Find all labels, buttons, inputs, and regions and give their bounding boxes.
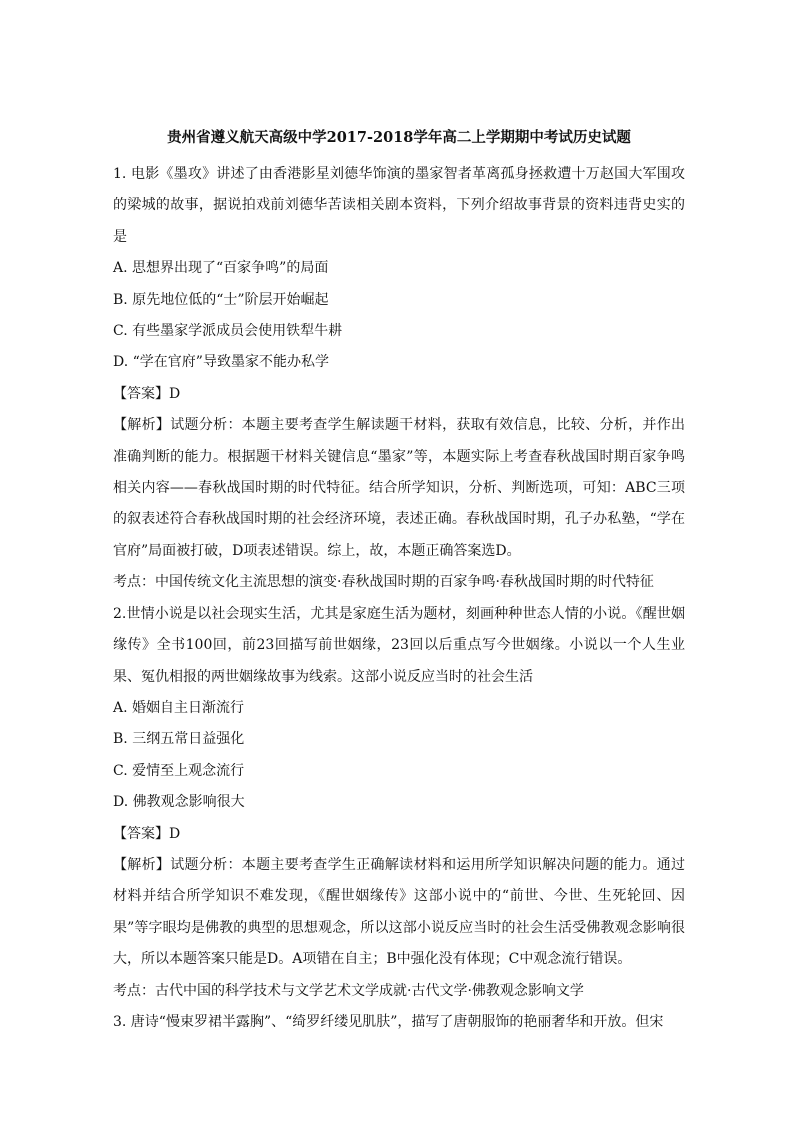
answer-line: 【答案】D bbox=[113, 825, 181, 842]
question-stem: 1. 电影《墨攻》讲述了由香港影星刘德华饰演的墨家智者革离孤身拯救遭十万赵国大军围攻的梁城的故事，据说拍戏前刘德华苦读相关剧本资料，下列介绍故事背景的资料违背史实的是 bbox=[113, 166, 685, 245]
page-title: 贵州省遵义航天高级中学2017-2018学年高二上学期期中考试历史试题 bbox=[167, 129, 631, 146]
option-c: C. 有些墨家学派成员会使用铁犁牛耕 bbox=[113, 323, 343, 340]
option-b: B. 原先地位低的“士”阶层开始崛起 bbox=[113, 291, 329, 308]
option-a: A. 思想界出现了“百家争鸣”的局面 bbox=[113, 260, 329, 277]
option-d: D. 佛教观念影响很大 bbox=[113, 794, 245, 811]
question-1 bbox=[113, 159, 685, 599]
question-stem: 3. 唐诗“慢束罗裙半露胸”、“绮罗纤缕见肌肤”，描写了唐朝服饰的艳丽奢华和开放。但宋 bbox=[113, 1013, 664, 1030]
question-stem: 2.世情小说是以社会现实生活，尤其是家庭生活为题材，刻画种种世态人情的小说。《醒世姻缘传》全书100回，前23回描写前世姻缘，23回以后重点写今世姻缘。小说以一个人生业果、冤仇相报的两世姻缘故事为线索。这部小说反应当时的社会生活 bbox=[113, 605, 685, 685]
question-2 bbox=[113, 599, 685, 1007]
knowledge-point: 考点：古代中国的科学技术与文学艺术文学成就·古代文学·佛教观念影响文学 bbox=[113, 982, 584, 999]
option-a: A. 婚姻自主日渐流行 bbox=[113, 699, 245, 716]
answer-line: 【答案】D bbox=[113, 385, 181, 402]
knowledge-point: 考点：中国传统文化主流思想的演变·春秋战国时期的百家争鸣·春秋战国时期的时代特征 bbox=[113, 574, 654, 591]
analysis-paragraph: 【解析】试题分析：本题主要考查学生正确解读材料和运用所学知识解决问题的能力。通过材料并结合所学知识不难发现，《醒世姻缘传》这部小说中的“前世、今世、生死轮回、因果”等字眼均是佛教的典型的思想观念，所以这部小说反应当时的社会生活受佛教观念影响很大，所以本题答案只能是D。A项错在自主；B中强化没有体现；C中观念流行错误。 bbox=[113, 856, 685, 968]
exam-page bbox=[113, 128, 685, 1038]
question-3 bbox=[113, 1007, 685, 1038]
option-d: D. “学在官府”导致墨家不能办私学 bbox=[113, 354, 329, 371]
analysis-paragraph: 【解析】试题分析：本题主要考查学生解读题干材料，获取有效信息，比较、分析，并作出准确判断的能力。根据题干材料关键信息“墨家”等，本题实际上考查春秋战国时期百家争鸣相关内容——春秋战国时期的时代特征。结合所学知识，分析、判断选项，可知：ABC三项的叙表述符合春秋战国时期的社会经济环境，表述正确。春秋战国时期，孔子办私塾，“学在官府”局面被打破，D项表述错误。综上，故，本题正确答案选D。 bbox=[113, 417, 685, 559]
option-b: B. 三纲五常日益强化 bbox=[113, 731, 245, 748]
option-c: C. 爱情至上观念流行 bbox=[113, 762, 245, 779]
